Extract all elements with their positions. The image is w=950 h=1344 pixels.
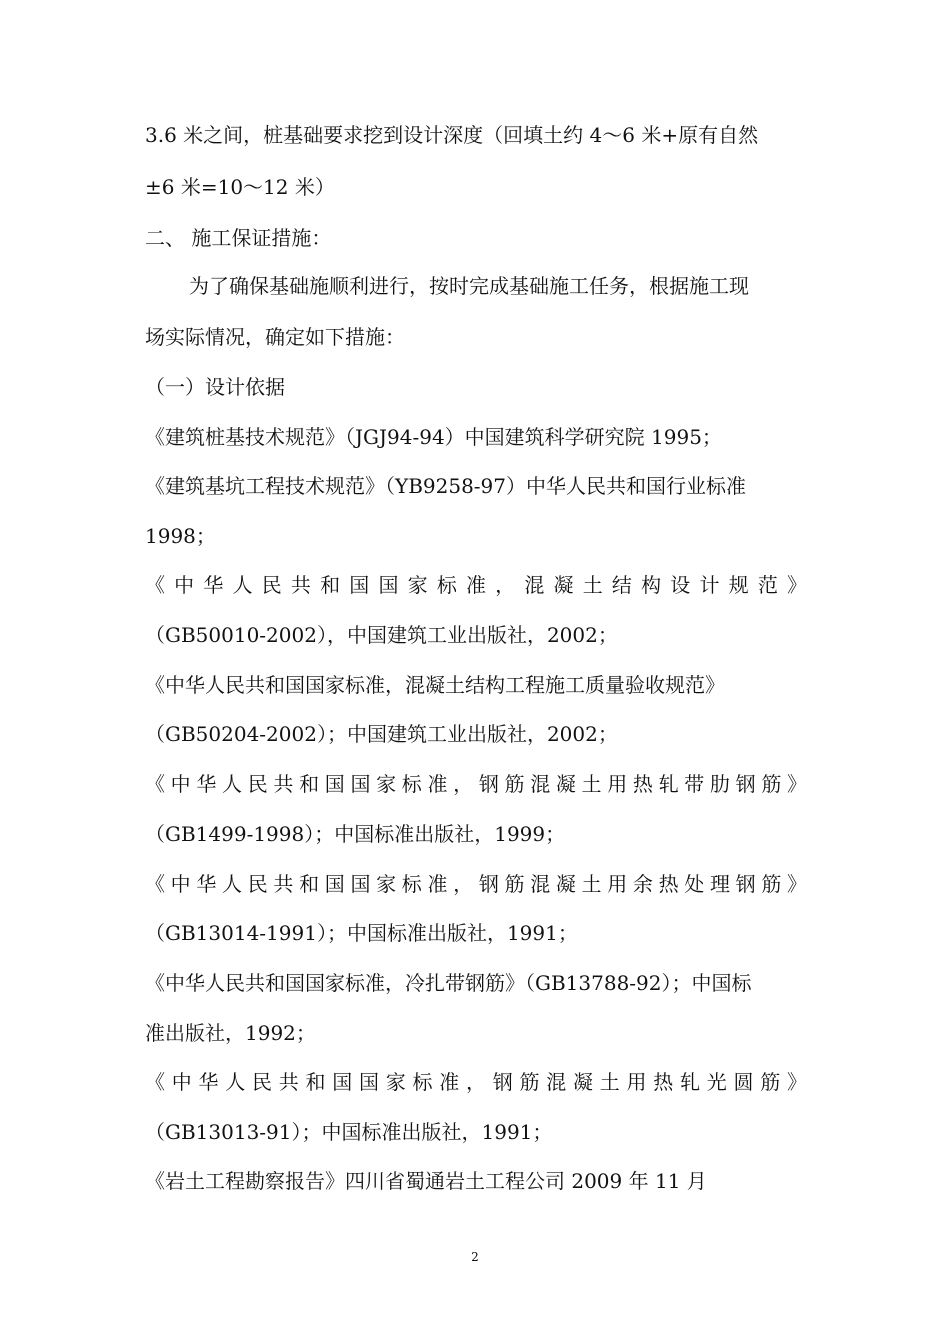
- reference-line: 《中华人民共和国国家标准，混凝土结构工程施工质量验收规范》: [145, 673, 725, 697]
- reference-line: 准出版社，1992；: [145, 1021, 316, 1045]
- reference-line: （GB50010-2002），中国建筑工业出版社，2002；: [145, 623, 618, 647]
- reference-line: 《中华人民共和国国家标准，冷扎带钢筋》（GB13788-92）；中国标: [145, 971, 752, 995]
- reference-line: 《建筑基坑工程技术规范》（YB9258-97）中华人民共和国行业标准: [145, 474, 747, 498]
- body-text-line: ±6 米=10～12 米）: [145, 175, 335, 199]
- reference-line: （GB13014-1991）；中国标准出版社，1991；: [145, 921, 578, 945]
- reference-line: 《中华人民共和国国家标准，钢筋混凝土用热轧带肋钢筋》: [145, 772, 807, 796]
- body-text-line: 场实际情况，确定如下措施：: [145, 325, 405, 349]
- reference-line: （GB1499-1998）；中国标准出版社，1999；: [145, 822, 566, 846]
- reference-line: 《中华人民共和国国家标准，混凝土结构设计规范》: [145, 573, 807, 597]
- reference-line: （GB50204-2002）；中国建筑工业出版社，2002；: [145, 722, 618, 746]
- section-heading: 二、 施工保证措施：: [145, 226, 332, 250]
- reference-line: 《中华人民共和国国家标准，钢筋混凝土用余热处理钢筋》: [145, 872, 807, 896]
- reference-line: （GB13013-91）；中国标准出版社，1991；: [145, 1120, 553, 1144]
- reference-line: 《岩土工程勘察报告》四川省蜀通岩土工程公司 2009 年 11 月: [145, 1169, 707, 1193]
- reference-line: 1998；: [145, 524, 216, 548]
- body-text-line: 3.6 米之间，桩基础要求挖到设计深度（回填土约 4～6 米+原有自然: [145, 123, 759, 147]
- page-number: 2: [471, 1250, 479, 1264]
- body-text-line: 为了确保基础施顺利进行，按时完成基础施工任务，根据施工现: [189, 274, 749, 298]
- reference-line: 《中华人民共和国国家标准，钢筋混凝土用热轧光圆筋》: [145, 1070, 807, 1094]
- reference-line: 《建筑桩基技术规范》（JGJ94-94）中国建筑科学研究院 1995；: [145, 425, 722, 449]
- subsection-heading: （一）设计依据: [145, 375, 285, 399]
